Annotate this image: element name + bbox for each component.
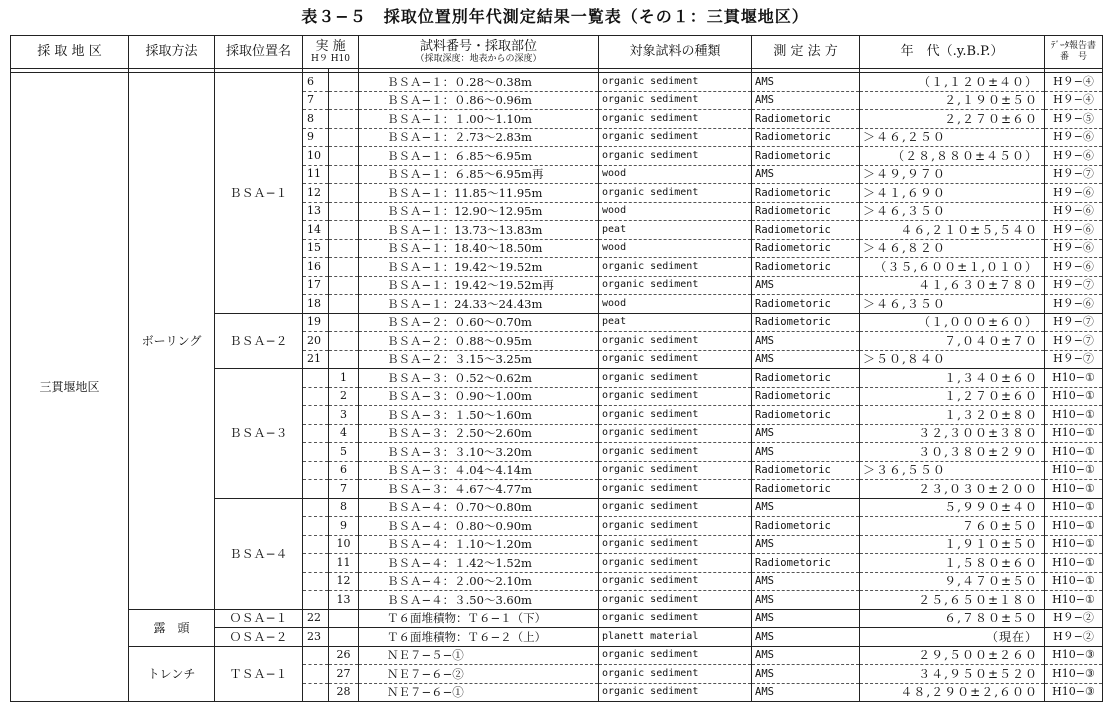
sample-cell: ＢＳＡ−１：18.40〜18.50m [359,239,599,258]
sample-cell: ＢＳＡ−１：１.00〜1.10m [359,110,599,129]
report-cell: H10−① [1045,498,1103,517]
report-cell: H10−① [1045,406,1103,425]
measure-cell: Radiometoric [752,258,860,277]
measure-cell: AMS [752,683,860,702]
h9-cell [303,369,329,388]
h9-cell [303,572,329,591]
type-cell: organic sediment [599,554,752,573]
h10-cell: 13 [329,591,359,610]
age-cell: ２３,０３０±２００ [860,480,1045,499]
header-row [11,36,1103,69]
age-cell: （３５,６００±１,０１０） [860,258,1045,277]
age-cell: ４６,２１０±５,５４０ [860,221,1045,240]
age-cell: ＞４６,８２０ [860,239,1045,258]
sample-cell: ＢＳＡ−１：13.73〜13.83m [359,221,599,240]
h10-cell [329,110,359,129]
header-sample [359,36,599,69]
h10-cell: 11 [329,554,359,573]
method-cell: 露 頭 [129,609,215,646]
h10-cell [329,184,359,203]
sample-cell: ＢＳＡ−３：３.10〜3.20m [359,443,599,462]
report-cell: H10−① [1045,424,1103,443]
sample-cell: ＢＳＡ−２：０.60〜0.70m [359,313,599,332]
age-cell: ＞４６,３５０ [860,202,1045,221]
report-cell: H９−⑥ [1045,147,1103,166]
report-cell: H10−① [1045,369,1103,388]
header-location: 採取位置名 [215,36,303,69]
sample-cell: ＢＳＡ−１：24.33〜24.43m [359,295,599,314]
measure-cell: Radiometoric [752,406,860,425]
h9-cell [303,406,329,425]
h10-cell [329,276,359,295]
h10-cell [329,332,359,351]
measure-cell: AMS [752,350,860,369]
measure-cell: Radiometoric [752,128,860,147]
type-cell: organic sediment [599,517,752,536]
h10-cell [329,609,359,628]
h9-cell: 9 [303,128,329,147]
h10-cell [329,239,359,258]
location-cell: ＢＳＡ−１ [215,73,303,314]
type-cell: organic sediment [599,350,752,369]
table-row [11,73,1103,92]
age-cell: ４８,２９０±２,６００ [860,683,1045,702]
report-cell: H10−① [1045,572,1103,591]
report-cell: H９−⑥ [1045,202,1103,221]
age-cell: ３０,３８０±２９０ [860,443,1045,462]
header-jisshi [303,36,359,69]
type-cell: organic sediment [599,665,752,684]
h9-cell [303,665,329,684]
report-cell: H10−③ [1045,683,1103,702]
sample-cell: ＢＳＡ−４：３.50〜3.60m [359,591,599,610]
h10-cell: 3 [329,406,359,425]
h9-cell [303,480,329,499]
header-h9: H９ [310,54,328,64]
sample-cell: ＢＳＡ−３：１.50〜1.60m [359,406,599,425]
type-cell: organic sediment [599,110,752,129]
report-cell: H10−① [1045,443,1103,462]
age-cell: ＞４６,３５０ [860,295,1045,314]
report-cell: H９−② [1045,628,1103,647]
h10-cell [329,165,359,184]
h9-cell: 15 [303,239,329,258]
h9-cell: 7 [303,91,329,110]
type-cell: peat [599,313,752,332]
report-cell: H９−⑦ [1045,276,1103,295]
h9-cell [303,424,329,443]
sample-cell: ＢＳＡ−１：19.42〜19.52m [359,258,599,277]
measure-cell: Radiometoric [752,295,860,314]
age-cell: ６,７８０±５０ [860,609,1045,628]
h10-cell: 27 [329,665,359,684]
report-cell: H９−⑦ [1045,332,1103,351]
h10-cell: 5 [329,443,359,462]
sample-cell: ＢＳＡ−２：０.88〜0.95m [359,332,599,351]
h9-cell [303,387,329,406]
h10-cell: 2 [329,387,359,406]
type-cell: organic sediment [599,387,752,406]
type-cell: peat [599,221,752,240]
age-cell: １,５８０±６０ [860,554,1045,573]
report-cell: H10−① [1045,517,1103,536]
report-cell: H10−① [1045,554,1103,573]
age-cell: ９,４７０±５０ [860,572,1045,591]
h10-cell [329,313,359,332]
sample-cell: ＢＳＡ−１：２.73〜2.83m [359,128,599,147]
h10-cell: 1 [329,369,359,388]
type-cell: planett material [599,628,752,647]
type-cell: organic sediment [599,73,752,92]
sample-cell: ＮＥ７−５−① [359,646,599,665]
report-cell: H９−⑥ [1045,128,1103,147]
measure-cell: Radiometoric [752,369,860,388]
h10-cell [329,258,359,277]
h9-cell [303,646,329,665]
h10-cell [329,202,359,221]
measure-cell: Radiometoric [752,239,860,258]
h9-cell [303,517,329,536]
age-cell: ＞３６,５５０ [860,461,1045,480]
header-age: 年 代（.y.B.P.） [860,36,1045,69]
age-cell: ５,９９０±４０ [860,498,1045,517]
sample-cell: ＢＳＡ−３：２.50〜2.60m [359,424,599,443]
location-cell: ＯＳＡ−２ [215,628,303,647]
measure-cell: Radiometoric [752,480,860,499]
sample-cell: ＢＳＡ−１：６.85〜6.95m再 [359,165,599,184]
measure-cell: AMS [752,646,860,665]
type-cell: organic sediment [599,258,752,277]
h9-cell [303,535,329,554]
age-cell: （現在） [860,628,1045,647]
area-cell: 三貫堰地区 [11,73,129,702]
age-cell: ２,２７０±６０ [860,110,1045,129]
age-cell: ３２,３００±３８０ [860,424,1045,443]
h10-cell [329,350,359,369]
sample-cell: ＢＳＡ−１：11.85〜11.95m [359,184,599,203]
type-cell: organic sediment [599,535,752,554]
age-cell: ＞５０,８４０ [860,350,1045,369]
type-cell: organic sediment [599,591,752,610]
h10-cell: 8 [329,498,359,517]
header-sample-sub: （採取深度：地表からの深度） [415,54,542,64]
sample-cell: ＢＳＡ−４：１.10〜1.20m [359,535,599,554]
age-cell: １,３４０±６０ [860,369,1045,388]
report-cell: H10−① [1045,387,1103,406]
measure-cell: Radiometoric [752,147,860,166]
h9-cell: 13 [303,202,329,221]
sample-cell: ＮＥ７−６−① [359,683,599,702]
header-jisshi-label: 実 施 [315,39,346,54]
report-cell: H９−⑥ [1045,258,1103,277]
h10-cell: 9 [329,517,359,536]
report-cell: H10−① [1045,591,1103,610]
type-cell: organic sediment [599,332,752,351]
report-cell: H９−⑦ [1045,165,1103,184]
age-cell: ＞４１,６９０ [860,184,1045,203]
report-cell: H９−⑤ [1045,110,1103,129]
h9-cell: 12 [303,184,329,203]
h10-cell [329,91,359,110]
sample-cell: ＢＳＡ−２：３.15〜3.25m [359,350,599,369]
report-cell: H９−② [1045,609,1103,628]
header-report-label: ﾃﾞｰﾀ報告書 [1051,41,1097,51]
location-cell: ＢＳＡ−２ [215,313,303,369]
header-sample-label: 試料番号・採取部位 [420,39,538,54]
h9-cell [303,443,329,462]
measure-cell: AMS [752,91,860,110]
h9-cell: 16 [303,258,329,277]
type-cell: wood [599,165,752,184]
h9-cell: 20 [303,332,329,351]
measure-cell: AMS [752,535,860,554]
report-cell: H10−① [1045,535,1103,554]
h9-cell: 14 [303,221,329,240]
age-cell: （１,１２０±４０） [860,73,1045,92]
location-cell: ＯＳＡ−１ [215,609,303,628]
sample-cell: ＢＳＡ−１：12.90〜12.95m [359,202,599,221]
measure-cell: Radiometoric [752,461,860,480]
measure-cell: AMS [752,165,860,184]
h9-cell [303,683,329,702]
report-cell: H９−④ [1045,91,1103,110]
sample-cell: ＢＳＡ−１：19.42〜19.52m再 [359,276,599,295]
report-cell: H10−③ [1045,646,1103,665]
measure-cell: AMS [752,665,860,684]
measure-cell: AMS [752,73,860,92]
h10-cell: 28 [329,683,359,702]
type-cell: wood [599,239,752,258]
h10-cell: 4 [329,424,359,443]
age-cell: ７６０±５０ [860,517,1045,536]
measure-cell: Radiometoric [752,202,860,221]
type-cell: organic sediment [599,443,752,462]
header-method: 採取方法 [129,36,215,69]
age-cell: １,９１０±５０ [860,535,1045,554]
h9-cell [303,498,329,517]
h10-cell [329,128,359,147]
measure-cell: Radiometoric [752,184,860,203]
type-cell: organic sediment [599,406,752,425]
sample-cell: ＢＳＡ−３：０.90〜1.00m [359,387,599,406]
h10-cell: 10 [329,535,359,554]
report-cell: H10−③ [1045,665,1103,684]
h9-cell: 17 [303,276,329,295]
h10-cell [329,295,359,314]
age-cell: （２８,８８０±４５０） [860,147,1045,166]
measure-cell: AMS [752,609,860,628]
age-cell: ４１,６３０±７８０ [860,276,1045,295]
type-cell: organic sediment [599,683,752,702]
sample-cell: ＢＳＡ−４：１.42〜1.52m [359,554,599,573]
h9-cell [303,591,329,610]
sample-cell: ＢＳＡ−３：４.04〜4.14m [359,461,599,480]
h9-cell: 18 [303,295,329,314]
method-cell: ボーリング [129,73,215,610]
h10-cell [329,221,359,240]
age-cell: ２９,５００±２６０ [860,646,1045,665]
h10-cell: 26 [329,646,359,665]
age-cell: １,３２０±８０ [860,406,1045,425]
header-report [1045,36,1103,69]
sample-cell: ＢＳＡ−３：０.52〜0.62m [359,369,599,388]
header-area: 採 取 地 区 [11,36,129,69]
measure-cell: AMS [752,276,860,295]
age-cell: ＞４６,２５０ [860,128,1045,147]
report-cell: H10−① [1045,480,1103,499]
sample-cell: ＢＳＡ−１：６.85〜6.95m [359,147,599,166]
header-h10: H10 [330,54,351,64]
report-cell: H９−⑥ [1045,221,1103,240]
h9-cell: 11 [303,165,329,184]
sample-cell: ＢＳＡ−１：０.86〜0.96m [359,91,599,110]
measure-cell: Radiometoric [752,313,860,332]
location-cell: ＴＳＡ−１ [215,646,303,702]
age-cell: （１,０００±６０） [860,313,1045,332]
type-cell: organic sediment [599,184,752,203]
sample-cell: ＢＳＡ−３：４.67〜4.77m [359,480,599,499]
report-cell: H９−⑦ [1045,350,1103,369]
measure-cell: AMS [752,572,860,591]
age-cell: ２,１９０±５０ [860,91,1045,110]
h9-cell: 10 [303,147,329,166]
measure-cell: AMS [752,332,860,351]
sample-cell: ＢＳＡ−１：０.28〜0.38m [359,73,599,92]
sample-cell: Ｔ６面堆積物：Ｔ６−２（上） [359,628,599,647]
measure-cell: Radiometoric [752,387,860,406]
measure-cell: AMS [752,591,860,610]
h9-cell [303,554,329,573]
location-cell: ＢＳＡ−３ [215,369,303,499]
type-cell: wood [599,202,752,221]
measure-cell: Radiometoric [752,110,860,129]
type-cell: wood [599,295,752,314]
method-cell: トレンチ [129,646,215,702]
h9-cell: 21 [303,350,329,369]
table-row [11,646,1103,665]
type-cell: organic sediment [599,369,752,388]
age-cell: ２５,６５０±１８０ [860,591,1045,610]
measure-cell: Radiometoric [752,517,860,536]
type-cell: organic sediment [599,609,752,628]
type-cell: organic sediment [599,147,752,166]
age-cell: ７,０４０±７０ [860,332,1045,351]
type-cell: organic sediment [599,461,752,480]
h10-cell [329,73,359,92]
type-cell: organic sediment [599,128,752,147]
type-cell: organic sediment [599,91,752,110]
h10-cell: 12 [329,572,359,591]
sample-cell: Ｔ６面堆積物：Ｔ６−１（下） [359,609,599,628]
type-cell: organic sediment [599,424,752,443]
sample-cell: ＢＳＡ−４：２.00〜2.10m [359,572,599,591]
age-cell: ＞４９,９７０ [860,165,1045,184]
report-cell: H９−⑥ [1045,239,1103,258]
h9-cell: 19 [303,313,329,332]
type-cell: organic sediment [599,480,752,499]
h10-cell: 6 [329,461,359,480]
sample-cell: ＢＳＡ−４：０.70〜0.80m [359,498,599,517]
sample-cell: ＮＥ７−６−② [359,665,599,684]
measure-cell: AMS [752,498,860,517]
location-cell: ＢＳＡ−４ [215,498,303,609]
page-title: 表３−５ 採取位置別年代測定結果一覧表（その１：三貫堰地区） [301,7,809,26]
measure-cell: AMS [752,443,860,462]
report-cell: H９−④ [1045,73,1103,92]
table-row [11,609,1103,628]
sample-cell: ＢＳＡ−４：０.80〜0.90m [359,517,599,536]
type-cell: organic sediment [599,572,752,591]
h9-cell: 8 [303,110,329,129]
dating-results-table [10,35,1103,702]
age-cell: １,２７０±６０ [860,387,1045,406]
measure-cell: AMS [752,628,860,647]
h9-cell: 23 [303,628,329,647]
h10-cell [329,628,359,647]
header-type: 対象試料の種類 [599,36,752,69]
report-cell: H10−① [1045,461,1103,480]
header-report-number: 番 号 [1060,52,1088,62]
h10-cell [329,147,359,166]
measure-cell: AMS [752,424,860,443]
type-cell: organic sediment [599,646,752,665]
h9-cell: 22 [303,609,329,628]
measure-cell: Radiometoric [752,221,860,240]
type-cell: organic sediment [599,498,752,517]
age-cell: ３４,９５０±５２０ [860,665,1045,684]
h9-cell [303,461,329,480]
report-cell: H９−⑥ [1045,295,1103,314]
header-measure: 測 定 法 方 [752,36,860,69]
h10-cell: 7 [329,480,359,499]
h9-cell: 6 [303,73,329,92]
measure-cell: Radiometoric [752,554,860,573]
report-cell: H９−⑦ [1045,313,1103,332]
type-cell: organic sediment [599,276,752,295]
report-cell: H９−⑥ [1045,184,1103,203]
